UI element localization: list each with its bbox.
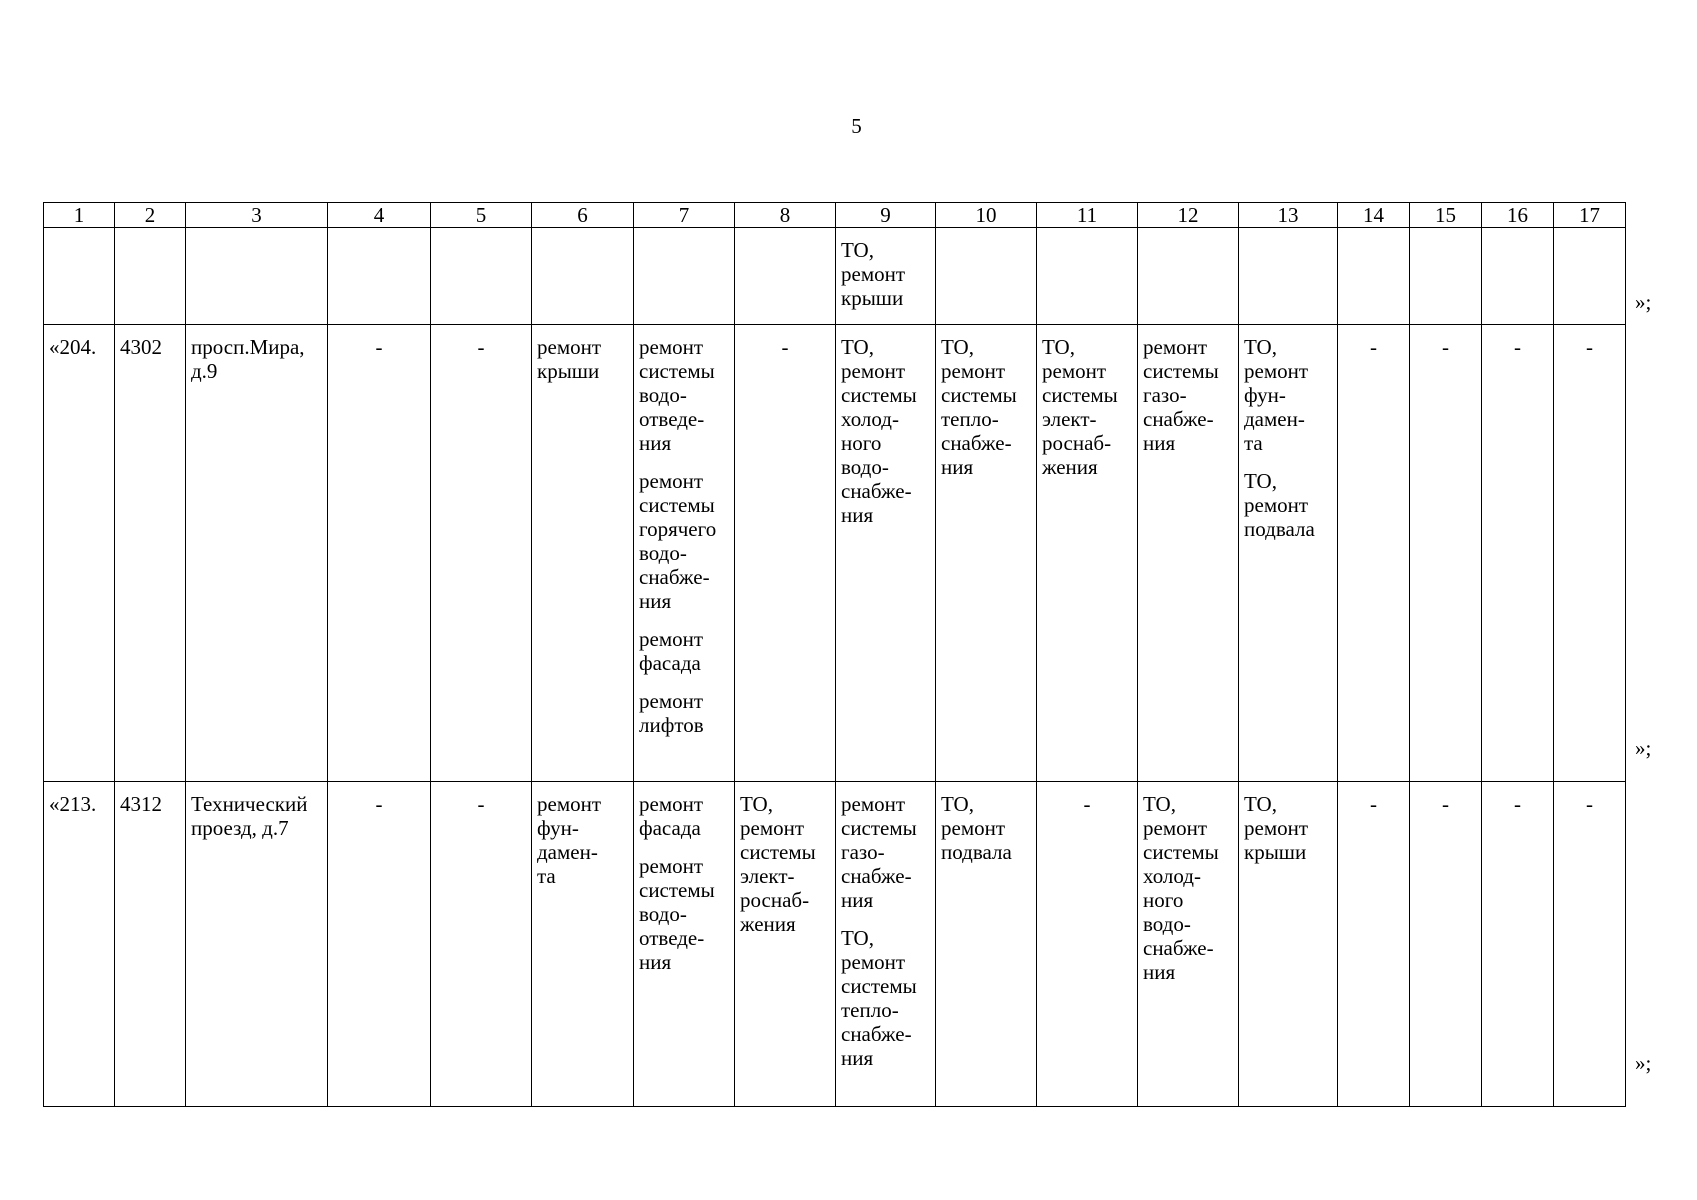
table-cell — [44, 228, 115, 325]
table-cell — [735, 782, 836, 1107]
cell-text: - — [1514, 335, 1521, 359]
cell-text: ремонт фасада — [639, 627, 704, 675]
table-cell — [1554, 228, 1626, 325]
address-cell — [186, 325, 328, 782]
cell-text: - — [1442, 792, 1449, 816]
table-cell — [634, 325, 735, 782]
header-cell: 8 — [735, 203, 836, 228]
table-cell — [1138, 325, 1239, 782]
header-cell: 1 — [44, 203, 115, 228]
cell-text: просп.Мира, д.9 — [191, 335, 305, 383]
table-cell — [1239, 782, 1338, 1107]
table-cell — [1482, 325, 1554, 782]
cell-text: ремонт фун- дамен- та — [537, 792, 602, 888]
cell-text: 4302 — [120, 335, 162, 359]
table-cell — [532, 782, 634, 1107]
page-number: 5 — [851, 114, 862, 138]
table-cell — [1037, 325, 1138, 782]
table-cell — [1037, 228, 1138, 325]
table-cell — [836, 228, 936, 325]
cell-text: ремонт системы газо- снабже- ния — [1143, 335, 1219, 455]
table-cell — [328, 325, 431, 782]
cell-text: ремонт системы горячего водо- снабже- ния — [639, 469, 717, 613]
header-cell: 15 — [1410, 203, 1482, 228]
table-cell — [735, 228, 836, 325]
cell-text: ТО, ремонт системы элект- роснаб- жения — [740, 792, 816, 936]
cell-text: - — [375, 335, 383, 359]
table-cell — [1138, 228, 1239, 325]
cell-text: ТО, ремонт системы холод- ного водо- снабже- ния — [1143, 792, 1219, 984]
header-cell: 4 — [328, 203, 431, 228]
cell-text: - — [1370, 792, 1377, 816]
header-cell: 7 — [634, 203, 735, 228]
cell-text: ТО, ремонт системы элект- роснаб- жения — [1042, 335, 1118, 479]
cell-text: «213. — [49, 792, 97, 816]
address-cell — [186, 782, 328, 1107]
table-cell — [936, 325, 1037, 782]
header-cell: 3 — [186, 203, 328, 228]
table-cell — [328, 228, 431, 325]
header-cell: 9 — [836, 203, 936, 228]
cell-text: ремонт системы газо- снабже- ния — [841, 792, 917, 912]
table-cell — [115, 228, 186, 325]
table-cell — [431, 325, 532, 782]
table-row-continuation — [44, 228, 1626, 325]
table-cell — [1239, 325, 1338, 782]
table-cell — [532, 325, 634, 782]
header-cell: 14 — [1338, 203, 1410, 228]
cell-text: - — [1514, 792, 1521, 816]
cell-text: ремонт системы водо- отведе- ния — [639, 335, 715, 455]
object-code-cell — [115, 325, 186, 782]
cell-text: ремонт крыши — [537, 335, 602, 383]
table-row-213 — [44, 782, 1626, 1107]
header-cell: 2 — [115, 203, 186, 228]
cell-text: ремонт системы водо- отведе- ния — [639, 854, 715, 974]
table-cell — [1037, 782, 1138, 1107]
cell-text: ТО, ремонт крыши — [841, 238, 906, 310]
table-cell — [1482, 228, 1554, 325]
cell-text: - — [1442, 335, 1449, 359]
table-cell — [936, 228, 1037, 325]
table-cell — [1338, 782, 1410, 1107]
cell-text: - — [781, 335, 789, 359]
table-cell — [431, 228, 532, 325]
table-cell — [1138, 782, 1239, 1107]
cell-text: ТО, ремонт системы тепло- снабже- ния — [841, 926, 917, 1070]
cell-text: - — [477, 792, 485, 816]
closing-quote-mark: »; — [1635, 1051, 1652, 1075]
cell-text: Технический проезд, д.7 — [191, 792, 308, 840]
cell-text: ТО, ремонт подвала — [941, 792, 1012, 864]
table-cell — [1239, 228, 1338, 325]
cell-text: 4312 — [120, 792, 162, 816]
cell-text: - — [1586, 335, 1593, 359]
table-cell — [634, 228, 735, 325]
table-row-204 — [44, 325, 1626, 782]
cell-text: ТО, ремонт подвала — [1244, 469, 1315, 541]
table-cell — [1410, 228, 1482, 325]
table-cell — [186, 228, 328, 325]
cell-text: ТО, ремонт фун- дамен- та — [1244, 335, 1309, 455]
cell-text: - — [1083, 792, 1091, 816]
table-cell — [1554, 782, 1626, 1107]
table-cell — [836, 325, 936, 782]
header-cell: 17 — [1554, 203, 1626, 228]
header-cell: 10 — [936, 203, 1037, 228]
table-cell — [1338, 325, 1410, 782]
row-number-cell — [44, 782, 115, 1107]
closing-quote-mark: »; — [1635, 290, 1652, 314]
table-cell — [936, 782, 1037, 1107]
cell-text: ТО, ремонт системы тепло- снабже- ния — [941, 335, 1017, 479]
cell-text: ремонт лифтов — [639, 689, 704, 737]
row-number-cell — [44, 325, 115, 782]
closing-quote-mark: »; — [1635, 736, 1652, 760]
table-cell — [532, 228, 634, 325]
cell-text: «204. — [49, 335, 97, 359]
table-cell — [735, 325, 836, 782]
header-cell: 13 — [1239, 203, 1338, 228]
header-cell: 16 — [1482, 203, 1554, 228]
table-cell — [1410, 325, 1482, 782]
cell-text: ремонт фасада — [639, 792, 704, 840]
table-cell — [1554, 325, 1626, 782]
cell-text: ТО, ремонт системы холод- ного водо- снабже- ния — [841, 335, 917, 527]
object-code-cell — [115, 782, 186, 1107]
table-cell — [431, 782, 532, 1107]
repair-schedule-table — [43, 202, 1626, 1107]
header-cell: 6 — [532, 203, 634, 228]
table-cell — [1482, 782, 1554, 1107]
cell-text: - — [375, 792, 383, 816]
table-cell — [328, 782, 431, 1107]
table-cell — [634, 782, 735, 1107]
header-cell: 12 — [1138, 203, 1239, 228]
cell-text: - — [1586, 792, 1593, 816]
header-cell: 11 — [1037, 203, 1138, 228]
header-row — [44, 203, 1626, 228]
table-cell — [1338, 228, 1410, 325]
table-cell — [1410, 782, 1482, 1107]
cell-text: - — [477, 335, 485, 359]
table-cell — [836, 782, 936, 1107]
cell-text: ТО, ремонт крыши — [1244, 792, 1309, 864]
cell-text: - — [1370, 335, 1377, 359]
header-cell: 5 — [431, 203, 532, 228]
